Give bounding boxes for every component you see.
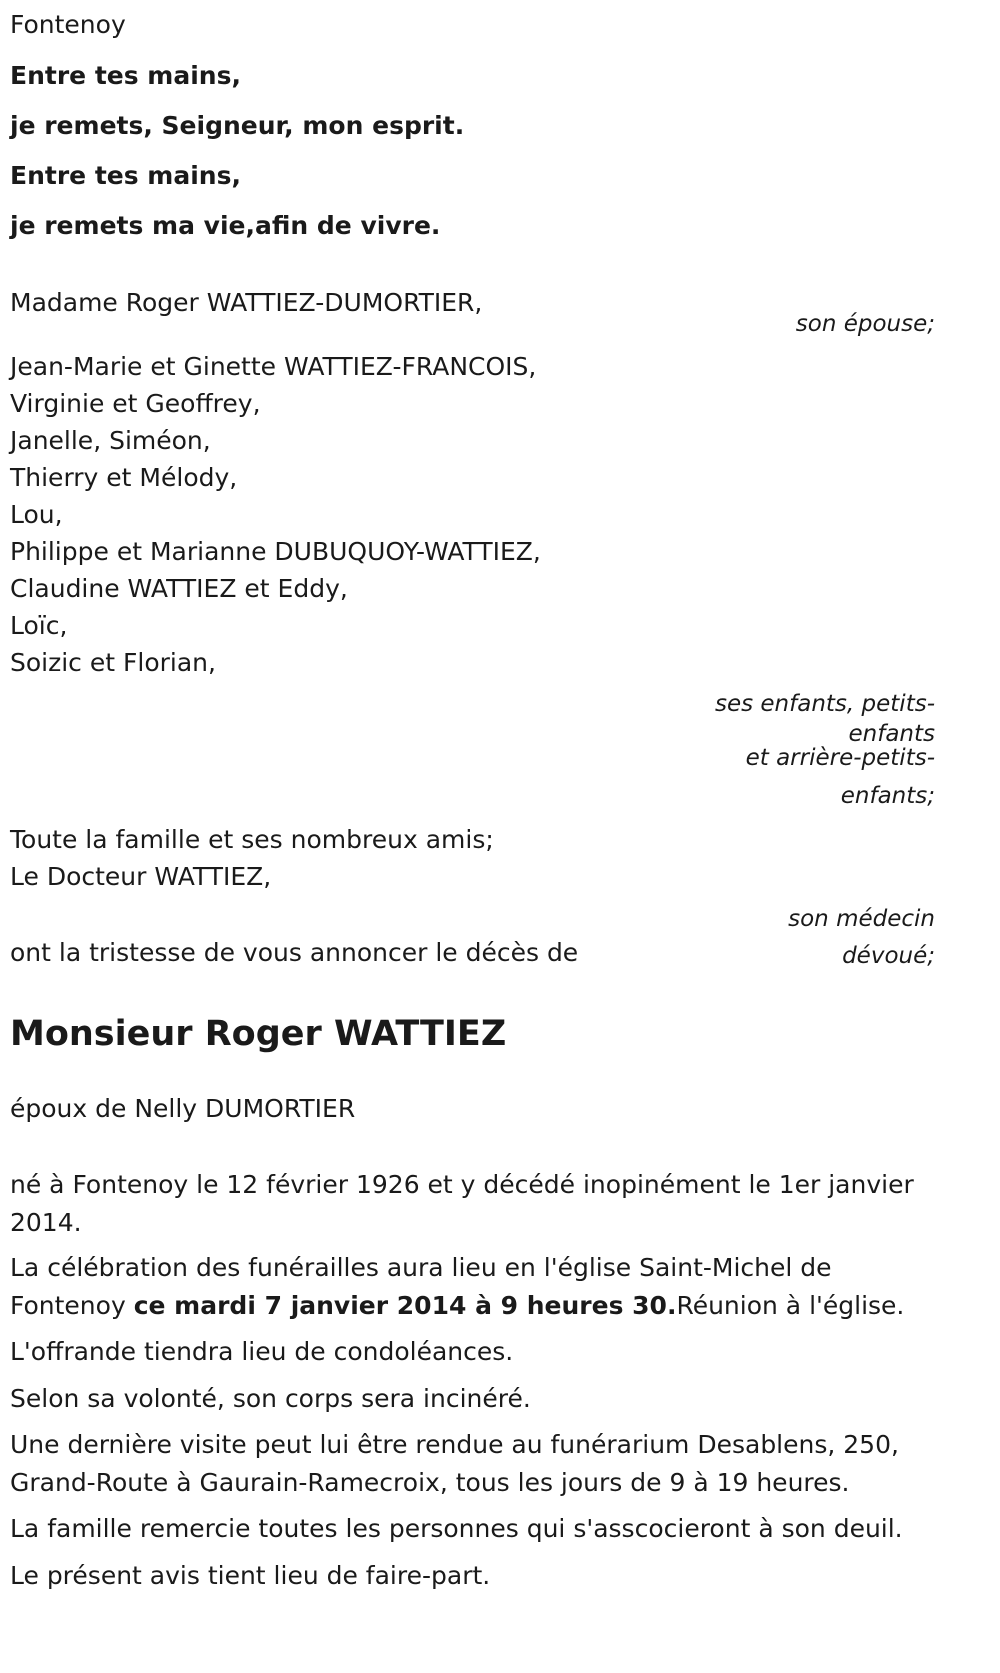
spouse-name: Madame Roger WATTIEZ-DUMORTIER,	[10, 288, 483, 317]
cremation: Selon sa volonté, son corps sera incinéré.	[10, 1384, 531, 1413]
doctor-role-line: son médecin	[788, 906, 935, 932]
child-name: Claudine WATTIEZ et Eddy,	[10, 574, 348, 603]
thanks: La famille remercie toutes les personnes qui s'asscocieront à son deuil.	[10, 1514, 903, 1543]
birth-death: né à Fontenoy le 12 février 1926 et y décédé inopinément le 1er janvier 2014.	[10, 1170, 914, 1237]
child-name: Janelle, Siméon,	[10, 426, 211, 455]
verse	[10, 51, 935, 251]
doctor-line: Le Docteur WATTIEZ,	[10, 862, 272, 891]
child-name: Thierry et Mélody,	[10, 463, 238, 492]
funeral-text: La célébration des funérailles aura lieu en l'église Saint-Michel de Fontenoy	[10, 1253, 832, 1320]
verse-line: Entre tes mains,	[10, 61, 241, 90]
child-name: Jean-Marie et Ginette WATTIEZ-FRANCOIS,	[10, 352, 537, 381]
children-block	[10, 348, 935, 821]
spouse-of: époux de Nelly DUMORTIER	[10, 1094, 356, 1123]
spouse-block	[10, 283, 935, 344]
child-name: Virginie et Geoffrey,	[10, 389, 261, 418]
spouse-role: son épouse;	[795, 311, 935, 337]
children-role-line: enfants;	[840, 783, 935, 809]
obituary-notice	[10, 0, 935, 1603]
last-visit: Une dernière visite peut lui être rendue au funérarium Desablens, 250, Grand-Route à Gaurain-Ramecroix, tous les jours de 9 à 19 heures.	[10, 1430, 899, 1497]
funeral-info	[10, 1249, 935, 1325]
notice: Le présent avis tient lieu de faire-part.	[10, 1561, 491, 1590]
offering: L'offrande tiendra lieu de condoléances.	[10, 1337, 514, 1366]
verse-line: Entre tes mains,	[10, 161, 241, 190]
place-name: Fontenoy	[10, 10, 126, 39]
children-role-line: et arrière-petits-	[745, 745, 935, 771]
deceased-name: Monsieur Roger WATTIEZ	[10, 1014, 507, 1054]
verse-line: je remets, Seigneur, mon esprit.	[10, 111, 465, 140]
family-block	[10, 821, 935, 981]
children-role-line: enfants	[848, 721, 935, 747]
child-name: Loïc,	[10, 611, 68, 640]
funeral-date: ce mardi 7 janvier 2014 à 9 heures 30.	[133, 1291, 677, 1320]
verse-line: je remets ma vie,afin de vivre.	[10, 211, 441, 240]
child-name: Lou,	[10, 500, 63, 529]
doctor-role	[675, 901, 935, 975]
doctor-role-line: dévoué;	[842, 943, 935, 969]
announce-line: ont la tristesse de vous annoncer le décès de	[10, 938, 579, 967]
children-role	[10, 685, 935, 821]
children-role-line: ses enfants, petits-	[714, 691, 935, 717]
funeral-meeting: Réunion à l'église.	[676, 1291, 905, 1320]
child-name: Philippe et Marianne DUBUQUOY-WATTIEZ,	[10, 537, 541, 566]
child-name: Soizic et Florian,	[10, 648, 216, 677]
family-line: Toute la famille et ses nombreux amis;	[10, 825, 494, 854]
